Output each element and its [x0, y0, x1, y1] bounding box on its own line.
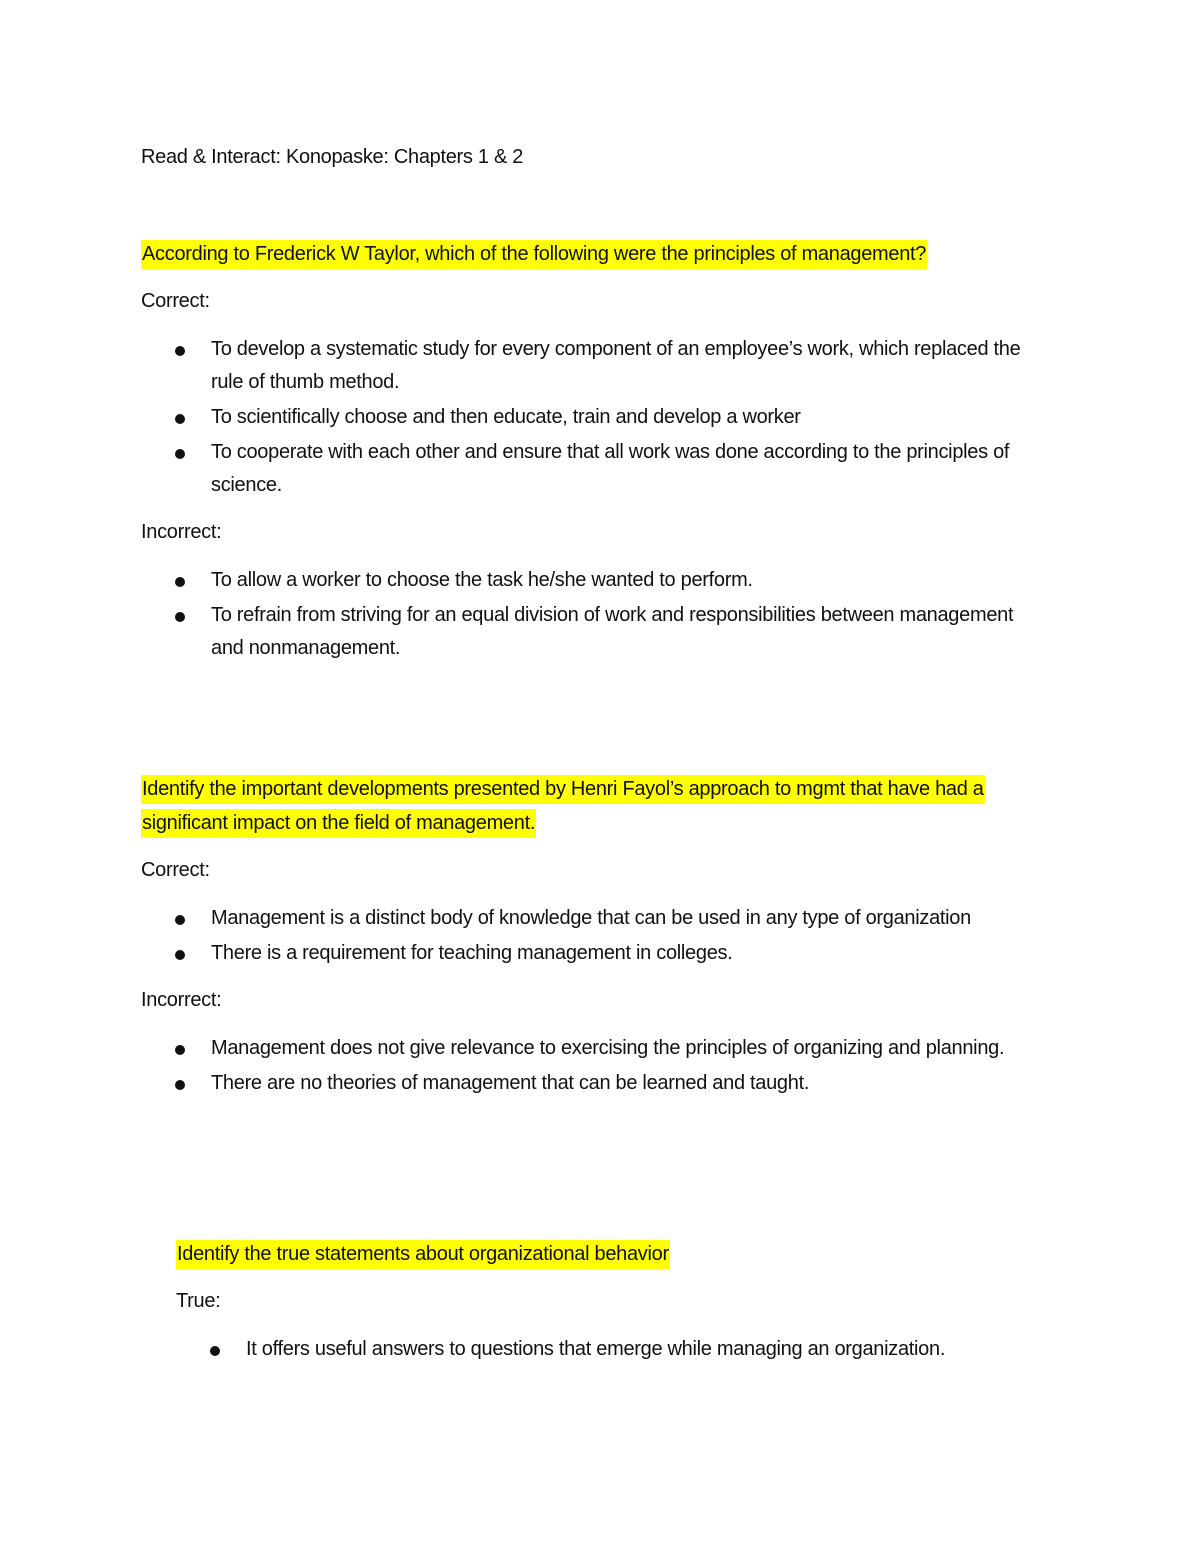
- list-item-text: To refrain from striving for an equal division of work and responsibilities between management and nonmanagement.: [211, 604, 1014, 659]
- document-title: Read & Interact: Konopaske: Chapters 1 & 2: [141, 146, 524, 168]
- bullet-icon: [175, 950, 185, 960]
- answer-list-correct: [141, 902, 1021, 970]
- question-heading: [141, 237, 1041, 271]
- list-item: [141, 564, 1041, 597]
- question-heading: [176, 1237, 976, 1271]
- question-section-fayol: [141, 772, 1041, 1100]
- bullet-icon: [175, 612, 185, 622]
- question-text-highlight: According to Frederick W Taylor, which of the following were the principles of management?: [141, 240, 927, 269]
- bullet-icon: [175, 577, 185, 587]
- list-item: [141, 1067, 1051, 1100]
- answer-group-label-incorrect: Incorrect:: [141, 521, 222, 543]
- list-item: [141, 902, 1021, 935]
- answer-group-label-correct: Correct:: [141, 290, 210, 312]
- bullet-icon: [210, 1346, 220, 1356]
- question-heading: [141, 772, 1041, 840]
- list-item-text: To develop a systematic study for every component of an employee’s work, which replaced the rule of thumb method.: [211, 338, 1021, 393]
- list-item-text: There is a requirement for teaching management in colleges.: [211, 942, 733, 964]
- bullet-icon: [175, 346, 185, 356]
- answer-list-incorrect: [141, 1032, 1051, 1100]
- answer-list-true: [176, 1333, 956, 1366]
- answer-list-incorrect: [141, 564, 1041, 665]
- list-item: [141, 333, 1041, 399]
- question-text-highlight: Identify the true statements about organizational behavior: [176, 1240, 670, 1269]
- question-section-taylor: [141, 237, 1041, 665]
- list-item: [176, 1333, 956, 1366]
- bullet-icon: [175, 414, 185, 424]
- bullet-icon: [175, 1080, 185, 1090]
- bullet-icon: [175, 1045, 185, 1055]
- list-item-text: To cooperate with each other and ensure that all work was done according to the principles of science.: [211, 441, 1010, 496]
- answer-group-label-incorrect: Incorrect:: [141, 989, 222, 1011]
- list-item-text: Management is a distinct body of knowledge that can be used in any type of organization: [211, 907, 971, 929]
- answer-list-correct: [141, 333, 1041, 502]
- list-item: [141, 436, 1041, 502]
- list-item-text: It offers useful answers to questions that emerge while managing an organization.: [246, 1338, 946, 1360]
- list-item: [141, 401, 1041, 434]
- list-item-text: There are no theories of management that can be learned and taught.: [211, 1072, 810, 1094]
- list-item: [141, 937, 1021, 970]
- list-item: [141, 1032, 1051, 1065]
- answer-group-label-correct: Correct:: [141, 859, 210, 881]
- question-section-org-behavior: [176, 1237, 976, 1366]
- answer-group-label-true: True:: [176, 1290, 221, 1312]
- bullet-icon: [175, 915, 185, 925]
- list-item-text: To scientifically choose and then educate, train and develop a worker: [211, 406, 801, 428]
- list-item: [141, 599, 1041, 665]
- list-item-text: To allow a worker to choose the task he/she wanted to perform.: [211, 569, 753, 591]
- question-text-highlight: Identify the important developments presented by Henri Fayol’s approach to mgmt that have had a significant impact on the field of management.: [141, 775, 985, 838]
- list-item-text: Management does not give relevance to exercising the principles of organizing and planning.: [211, 1037, 1005, 1059]
- bullet-icon: [175, 449, 185, 459]
